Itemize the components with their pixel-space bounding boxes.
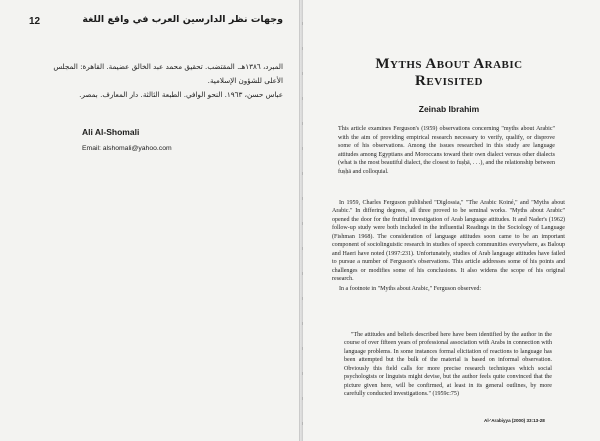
arabic-references [40, 60, 283, 102]
article-author: Zeinab Ibrahim [418, 104, 480, 114]
article-body [332, 199, 565, 293]
running-head: وجهات نظر الدارسين العرب في واقع اللغة [82, 14, 283, 25]
article-title [318, 56, 580, 90]
paragraph-2: In a footnote in "Myths about Arabic," Ferguson observed: [339, 285, 482, 292]
previous-article-author: Ali Al-Shomali [82, 127, 140, 137]
ferguson-quote: "The attitudes and beliefs described here have been identified by the author in the course of over fifteen years of professional association with Arabs in connection with language problems. In some instances formal elicitation of reactions to language has been attempted but the bulk of the material is based on informal observation. Obviously this field calls for more precise research techniques which social psychologists or linguists might devise, but the author feels quite convinced that the picture given here, will be confirmed, at least in its general outlines, by more carefully conducted investigations." (1959c:75) [344, 332, 552, 398]
paragraph-1: In 1959, Charles Ferguson published "Diglossia," "The Arabic Koiné," and "Myths about Arabic." In differing degrees, all three proved to be seminal works. "Myths about Arabic" opened the door for the fruitful investigation of Arab language attitudes. It and Nader's (1962) follow-up study were both included in the influential Readings in the Sociology of Language (Fishman 1968). The consideration of language attitudes soon came to be an important component of sociolinguistic research in studies of speech communities everywhere, as Baloup and Haeri have noted (1997:231). Unfortunately, studies of Arab language attitudes have failed to pursue a number of Ferguson's observations. This article addresses some of his points and challenges or modifies some of his conclusions. It also widens the scope of his original research. [332, 200, 565, 283]
author-email: Email: alshomali@yahoo.com [82, 145, 172, 152]
reference-line-2: الأعلى للشؤون الإسلامية. [207, 76, 283, 85]
author-signature [82, 127, 232, 152]
journal-citation: Al-'Arabiyya (2000) 33:13-28 [484, 418, 545, 423]
left-page [0, 0, 299, 441]
title-line-1: Myths About Arabic [375, 56, 523, 72]
reference-line-3: عباس حسن، ١٩٦٣. النحو الوافي. الطبعة الثالثة. دار المعارف. بمصر. [79, 90, 283, 99]
page-number: 12 [29, 16, 41, 27]
reference-line-1: المبرد، ١٣٨٦هـ. المقتضب. تحقيق محمد عبد الخالق عضيمة. القاهرة: المجلس [53, 62, 283, 71]
article-abstract: This article examines Ferguson's (1959) observations concerning "myths about Arabic" with the aim of providing empirical research necessary to verify, qualify, or disprove some of his observations. Among the issues researched in this study are language attitudes among Egyptians and Moroccans toward their own dialect versus other dialects (what is the most beautiful dialect, the closest to fuṣḥā, . . .), and the relationship between fuṣḥā and colloquial. [338, 126, 555, 175]
title-line-2: Revisited [415, 73, 483, 89]
